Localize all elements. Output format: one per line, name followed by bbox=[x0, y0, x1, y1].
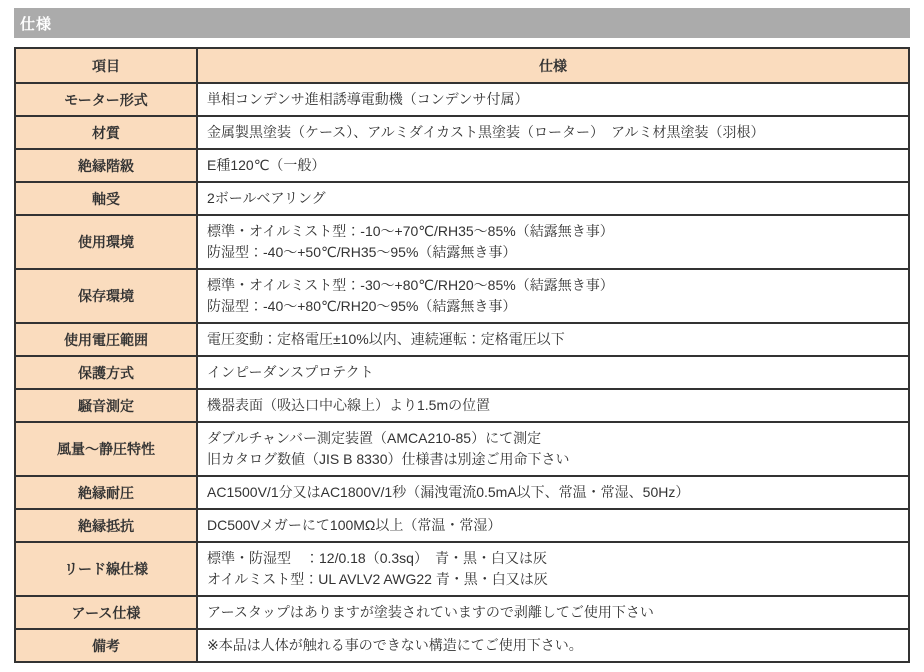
table-row bbox=[15, 389, 909, 422]
value-line: DC500Vメガーにて100MΩ以上（常温・常湿） bbox=[207, 517, 502, 533]
row-label: リード線仕様 bbox=[15, 542, 197, 596]
value-line: 電圧変動：定格電圧±10%以内、連続運転：定格電圧以下 bbox=[207, 331, 565, 347]
row-label: 使用電圧範囲 bbox=[15, 323, 197, 356]
value-line: 単相コンデンサ進相誘導電動機（コンデンサ付属） bbox=[207, 91, 529, 107]
table-row bbox=[15, 116, 909, 149]
row-value bbox=[197, 215, 909, 269]
table-row bbox=[15, 269, 909, 323]
table-row bbox=[15, 509, 909, 542]
value-line: 機器表面（吸込口中心線上）より1.5mの位置 bbox=[207, 397, 491, 413]
row-value bbox=[197, 323, 909, 356]
row-value bbox=[197, 149, 909, 182]
value-line: インピーダンスプロテクト bbox=[207, 364, 374, 380]
table-row bbox=[15, 149, 909, 182]
row-label: 絶縁階級 bbox=[15, 149, 197, 182]
row-value bbox=[197, 542, 909, 596]
row-value bbox=[197, 389, 909, 422]
row-value bbox=[197, 269, 909, 323]
value-line: 旧カタログ数値（JIS B 8330）仕様書は別途ご用命下さい bbox=[207, 451, 570, 467]
row-value bbox=[197, 182, 909, 215]
row-label: 軸受 bbox=[15, 182, 197, 215]
value-line: 2ボールベアリング bbox=[207, 190, 326, 206]
table-row bbox=[15, 542, 909, 596]
table-row bbox=[15, 182, 909, 215]
table-row bbox=[15, 215, 909, 269]
row-label: 使用環境 bbox=[15, 215, 197, 269]
value-line: オイルミスト型：UL AVLV2 AWG22 青・黒・白又は灰 bbox=[207, 571, 548, 587]
row-label: 風量～静圧特性 bbox=[15, 422, 197, 476]
row-label: 絶縁抵抗 bbox=[15, 509, 197, 542]
value-line: 標準・防湿型 ：12/0.18（0.3sq） 青・黒・白又は灰 bbox=[207, 550, 547, 566]
column-header-item: 項目 bbox=[15, 48, 197, 83]
table-row bbox=[15, 422, 909, 476]
row-label: 騒音測定 bbox=[15, 389, 197, 422]
section-title-bar bbox=[14, 8, 910, 38]
spec-table bbox=[14, 47, 910, 663]
row-value bbox=[197, 422, 909, 476]
value-line: ※本品は人体が触れる事のできない構造にてご使用下さい。 bbox=[207, 637, 583, 653]
value-line: 金属製黒塗装（ケース）、アルミダイカスト黒塗装（ローター） アルミ材黒塗装（羽根） bbox=[207, 124, 765, 140]
row-value bbox=[197, 356, 909, 389]
row-label: 材質 bbox=[15, 116, 197, 149]
table-row bbox=[15, 629, 909, 662]
table-row bbox=[15, 356, 909, 389]
row-label: 保護方式 bbox=[15, 356, 197, 389]
value-line: AC1500V/1分又はAC1800V/1秒（漏洩電流0.5mA以下、常温・常湿、50Hz） bbox=[207, 484, 690, 500]
table-header-row bbox=[15, 48, 909, 83]
row-value bbox=[197, 629, 909, 662]
value-line: アースタップはありますが塗装されていますので剥離してご使用下さい bbox=[207, 604, 654, 620]
value-line: 標準・オイルミスト型：-30～+80℃/RH20～85%（結露無き事） bbox=[207, 277, 614, 293]
table-row bbox=[15, 83, 909, 116]
table-row bbox=[15, 596, 909, 629]
value-line: 防湿型：-40～+80℃/RH20～95%（結露無き事） bbox=[207, 298, 517, 314]
column-header-spec: 仕様 bbox=[197, 48, 909, 83]
spec-table-body bbox=[15, 83, 909, 662]
row-label: アース仕様 bbox=[15, 596, 197, 629]
row-label: モーター形式 bbox=[15, 83, 197, 116]
row-value bbox=[197, 509, 909, 542]
value-line: E種120℃（一般） bbox=[207, 157, 326, 173]
row-value bbox=[197, 83, 909, 116]
value-line: 標準・オイルミスト型：-10～+70℃/RH35～85%（結露無き事） bbox=[207, 223, 614, 239]
table-row bbox=[15, 323, 909, 356]
row-label: 備考 bbox=[15, 629, 197, 662]
table-row bbox=[15, 476, 909, 509]
value-line: 防湿型：-40～+50℃/RH35～95%（結露無き事） bbox=[207, 244, 517, 260]
row-value bbox=[197, 476, 909, 509]
row-value bbox=[197, 116, 909, 149]
row-label: 絶縁耐圧 bbox=[15, 476, 197, 509]
row-label: 保存環境 bbox=[15, 269, 197, 323]
row-value bbox=[197, 596, 909, 629]
section-title: 仕様 bbox=[20, 15, 53, 33]
value-line: ダブルチャンバー測定装置（AMCA210-85）にて測定 bbox=[207, 430, 542, 446]
